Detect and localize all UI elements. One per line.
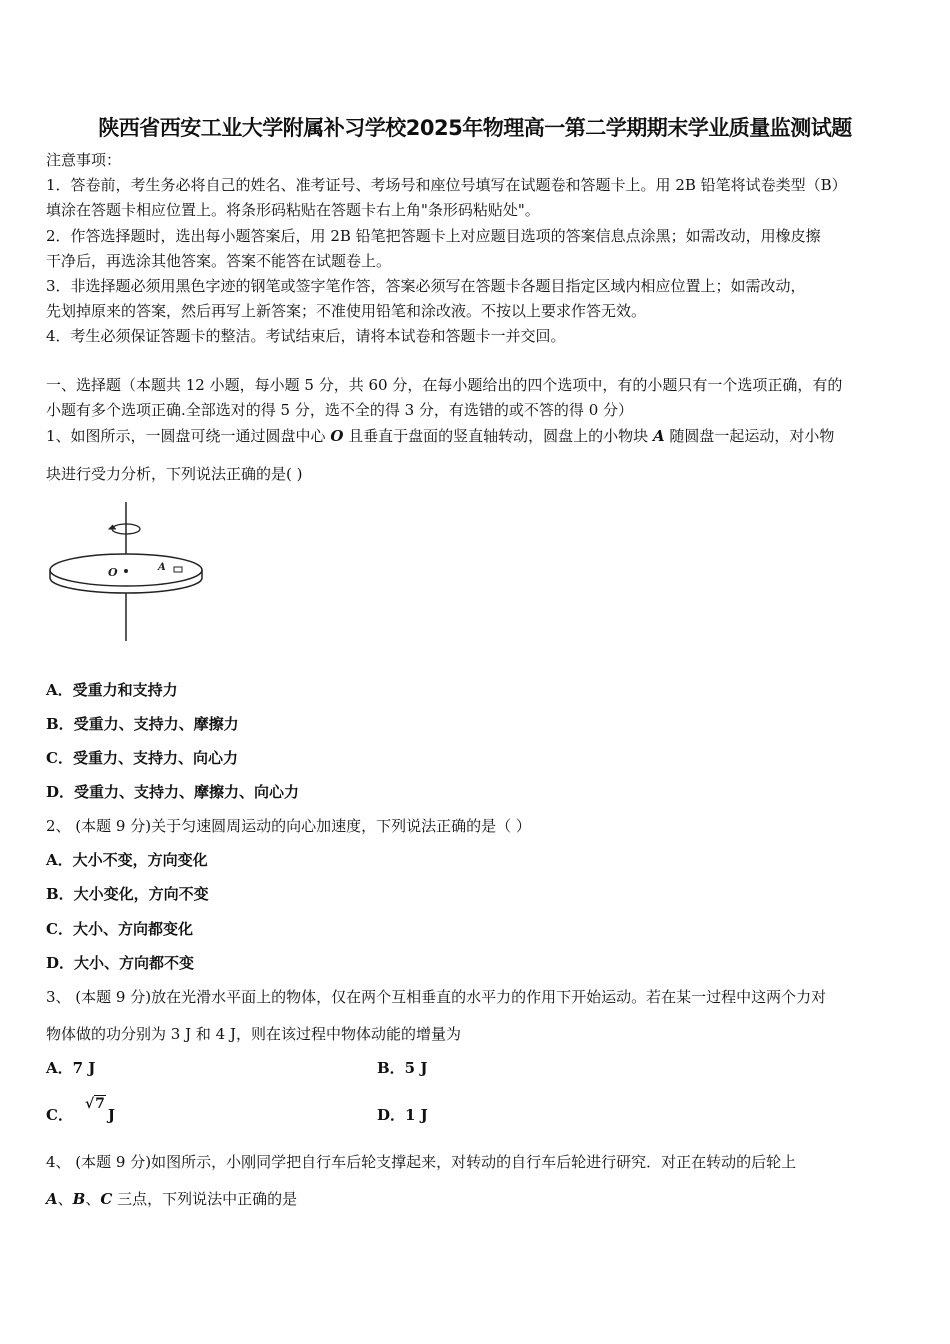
notice-line: 3．非选择题必须用黑色字迹的钢笔或签字笔作答，答案必须写在答题卡各题目指定区域内相应位置上；如需改动， [46, 277, 806, 295]
q4-stem-cont: A、B、C 三点，下列说法中正确的是 [46, 1190, 298, 1208]
q3-stem: 3、 (本题 9 分)放在光滑水平面上的物体，仅在两个互相垂直的水平力的作用下开始运动。若在某一过程中这两个力对 [46, 988, 827, 1006]
notice-line: 填涂在答题卡相应位置上。将条形码粘贴在答题卡右上角"条形码粘贴处"。 [46, 201, 540, 219]
rotating-disk-figure [46, 496, 206, 646]
q2-option-b: B．大小变化，方向不变 [46, 885, 209, 903]
q3-stem-cont: 物体做的功分别为 3 J 和 4 J，则在该过程中物体动能的增量为 [46, 1025, 461, 1043]
notice-line: 1．答卷前，考生务必将自己的姓名、准考证号、考场号和座位号填写在试题卷和答题卡上。用 2B 铅笔将试卷类型（B） [46, 176, 847, 194]
q1-option-b: B．受重力、支持力、摩擦力 [46, 715, 239, 733]
q3-option-c: C．√7J [46, 1096, 116, 1124]
figure-label-o: O [108, 566, 118, 579]
notice-line: 4．考生必须保证答题卡的整洁。考试结束后，请将本试卷和答题卡一并交回。 [46, 327, 566, 345]
notice-heading: 注意事项： [46, 151, 122, 169]
q1-option-c: C．受重力、支持力、向心力 [46, 749, 238, 767]
q1-stem: 1、如图所示，一圆盘可绕一通过圆盘中心 O 且垂直于盘面的竖直轴转动，圆盘上的小物块 A 随圆盘一起运动，对小物 [46, 427, 835, 445]
q2-stem: 2、 (本题 9 分)关于匀速圆周运动的向心加速度，下列说法正确的是（ ） [46, 817, 531, 835]
page-title: 陕西省西安工业大学附属补习学校2025年物理高一第二学期期末学业质量监测试题 [98, 116, 852, 140]
q1-option-a: A．受重力和支持力 [46, 681, 178, 699]
notice-line: 2．作答选择题时，选出每小题答案后，用 2B 铅笔把答题卡上对应题目选项的答案信息点涂黑；如需改动，用橡皮擦 [46, 227, 821, 245]
q1-stem-cont: 块进行受力分析，下列说法正确的是( ) [46, 465, 303, 483]
notice-line: 先划掉原来的答案，然后再写上新答案；不准使用铅笔和涂改液。不按以上要求作答无效。 [46, 302, 647, 320]
q2-option-d: D．大小、方向都不变 [46, 954, 195, 972]
section-heading: 一、选择题（本题共 12 小题，每小题 5 分，共 60 分，在每小题给出的四个选项中，有的小题只有一个选项正确，有的 [46, 376, 843, 394]
notice-line: 干净后，再选涂其他答案。答案不能答在试题卷上。 [46, 252, 392, 270]
q4-stem: 4、 (本题 9 分)如图所示，小刚同学把自行车后轮支撑起来，对转动的自行车后轮进行研究．对正在转动的后轮上 [46, 1153, 797, 1171]
q3-option-a: A．7 J [46, 1059, 96, 1077]
section-heading-cont: 小题有多个选项正确.全部选对的得 5 分，选不全的得 3 分，有选错的或不答的得 0 分） [46, 401, 634, 419]
figure-label-a: A [158, 562, 166, 573]
q1-option-d: D．受重力、支持力、摩擦力、向心力 [46, 783, 300, 801]
q3-option-d: D．1 J [377, 1106, 428, 1124]
q2-option-a: A．大小不变，方向变化 [46, 851, 208, 869]
q3-option-b: B．5 J [377, 1059, 428, 1077]
q2-option-c: C．大小、方向都变化 [46, 920, 193, 938]
